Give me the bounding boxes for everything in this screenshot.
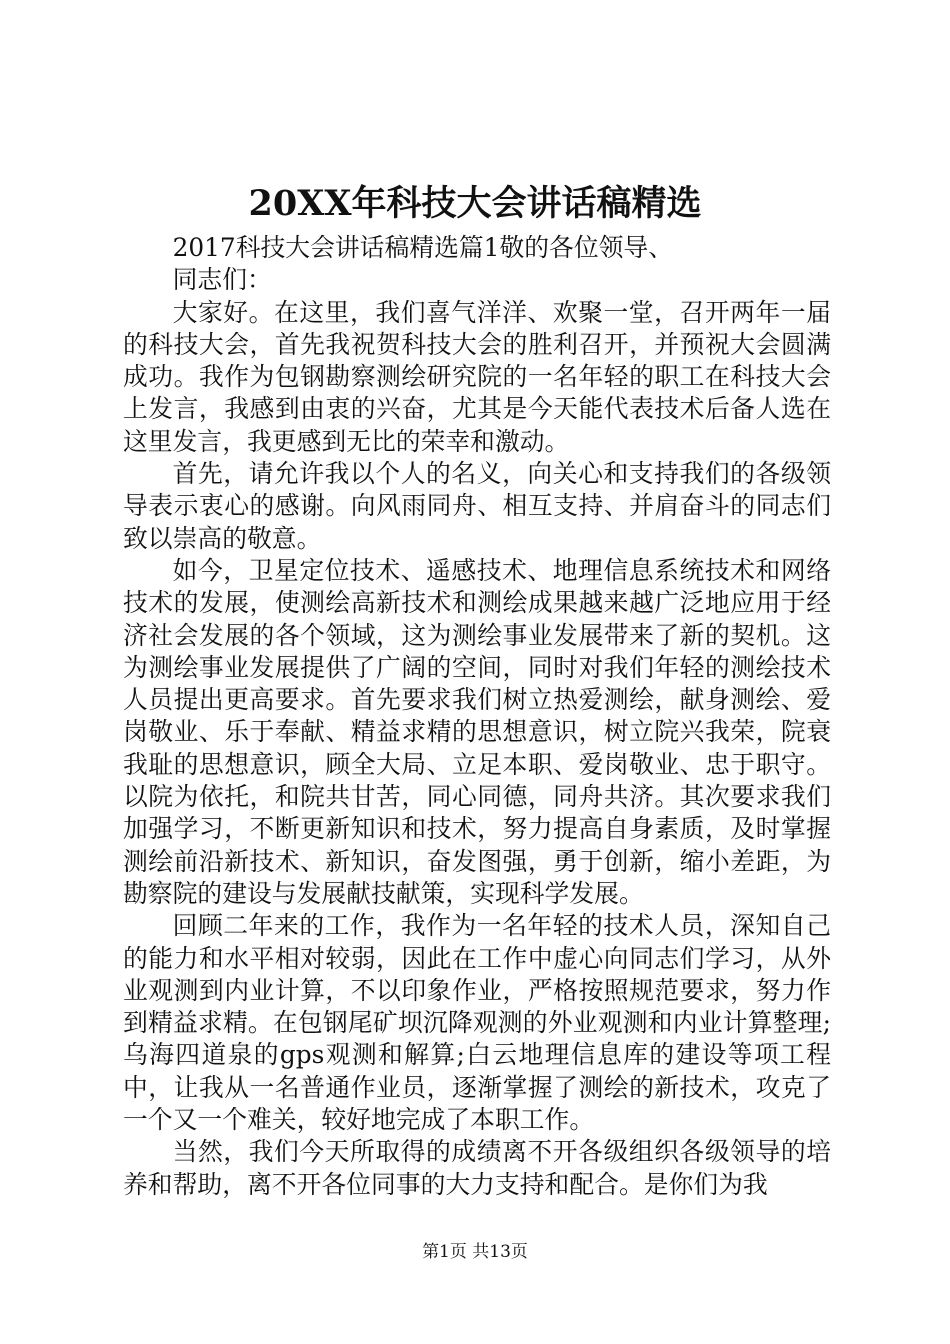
paragraph: 大家好。在这里，我们喜气洋洋、欢聚一堂，召开两年一届的科技大会，首先我祝贺科技大会的胜利召开，并预祝大会圆满成功。我作为包钢勘察测绘研究院的一名年轻的职工在科技大会上发言，我感到由衷的兴奋，尤其是今天能代表技术后备人选在这里发言，我更感到无比的荣幸和激动。 (123, 297, 831, 456)
paragraph: 回顾二年来的工作，我作为一名年轻的技术人员，深知自己的能力和水平相对较弱，因此在工作中虚心向同志们学习，从外业观测到内业计算，不以印象作业，严格按照规范要求，努力作到精益求精。在包钢尾矿坝沉降观测的外业观测和内业计算整理;乌海四道泉的gps观测和解算;白云地理信息库的建设等项工程中，让我从一名普通作业员，逐渐掌握了测绘的新技术，攻克了一个又一个难关，较好地完成了本职工作。 (123, 911, 831, 1135)
document-body (123, 232, 831, 1201)
paragraph: 2017科技大会讲话稿精选篇1敬的各位领导、 (172, 233, 674, 262)
paragraph: 同志们： (172, 265, 272, 295)
paragraph: 首先，请允许我以个人的名义，向关心和支持我们的各级领导表示衷心的感谢。向风雨同舟、相互支持、并肩奋斗的同志们致以崇高的敬意。 (123, 459, 831, 553)
paragraph: 当然，我们今天所取得的成绩离不开各级组织各级领导的培养和帮助，离不开各位同事的大力支持和配合。是你们为我 (123, 1137, 831, 1199)
paragraph: 如今，卫星定位技术、遥感技术、地理信息系统技术和网络技术的发展，使测绘高新技术和测绘成果越来越广泛地应用于经济社会发展的各个领域，这为测绘事业发展带来了新的契机。这为测绘事业发展提供了广阔的空间，同时对我们年轻的测绘技术人员提出更高要求。首先要求我们树立热爱测绘，献身测绘、爱岗敬业、乐于奉献、精益求精的思想意识，树立院兴我荣，院衰我耻的思想意识，顾全大局、立足本职、爱岗敬业、忠于职守。以院为依托，和院共甘苦，同心同德，同舟共济。其次要求我们加强学习，不断更新知识和技术，努力提高自身素质，及时掌握测绘前沿新技术、新知识，奋发图强，勇于创新，缩小差距，为勘察院的建设与发展献技献策，实现科学发展。 (123, 555, 831, 908)
document-title: 20XX年科技大会讲话稿精选 (248, 183, 702, 224)
page-footer: 第1页 共13页 (422, 1242, 528, 1262)
